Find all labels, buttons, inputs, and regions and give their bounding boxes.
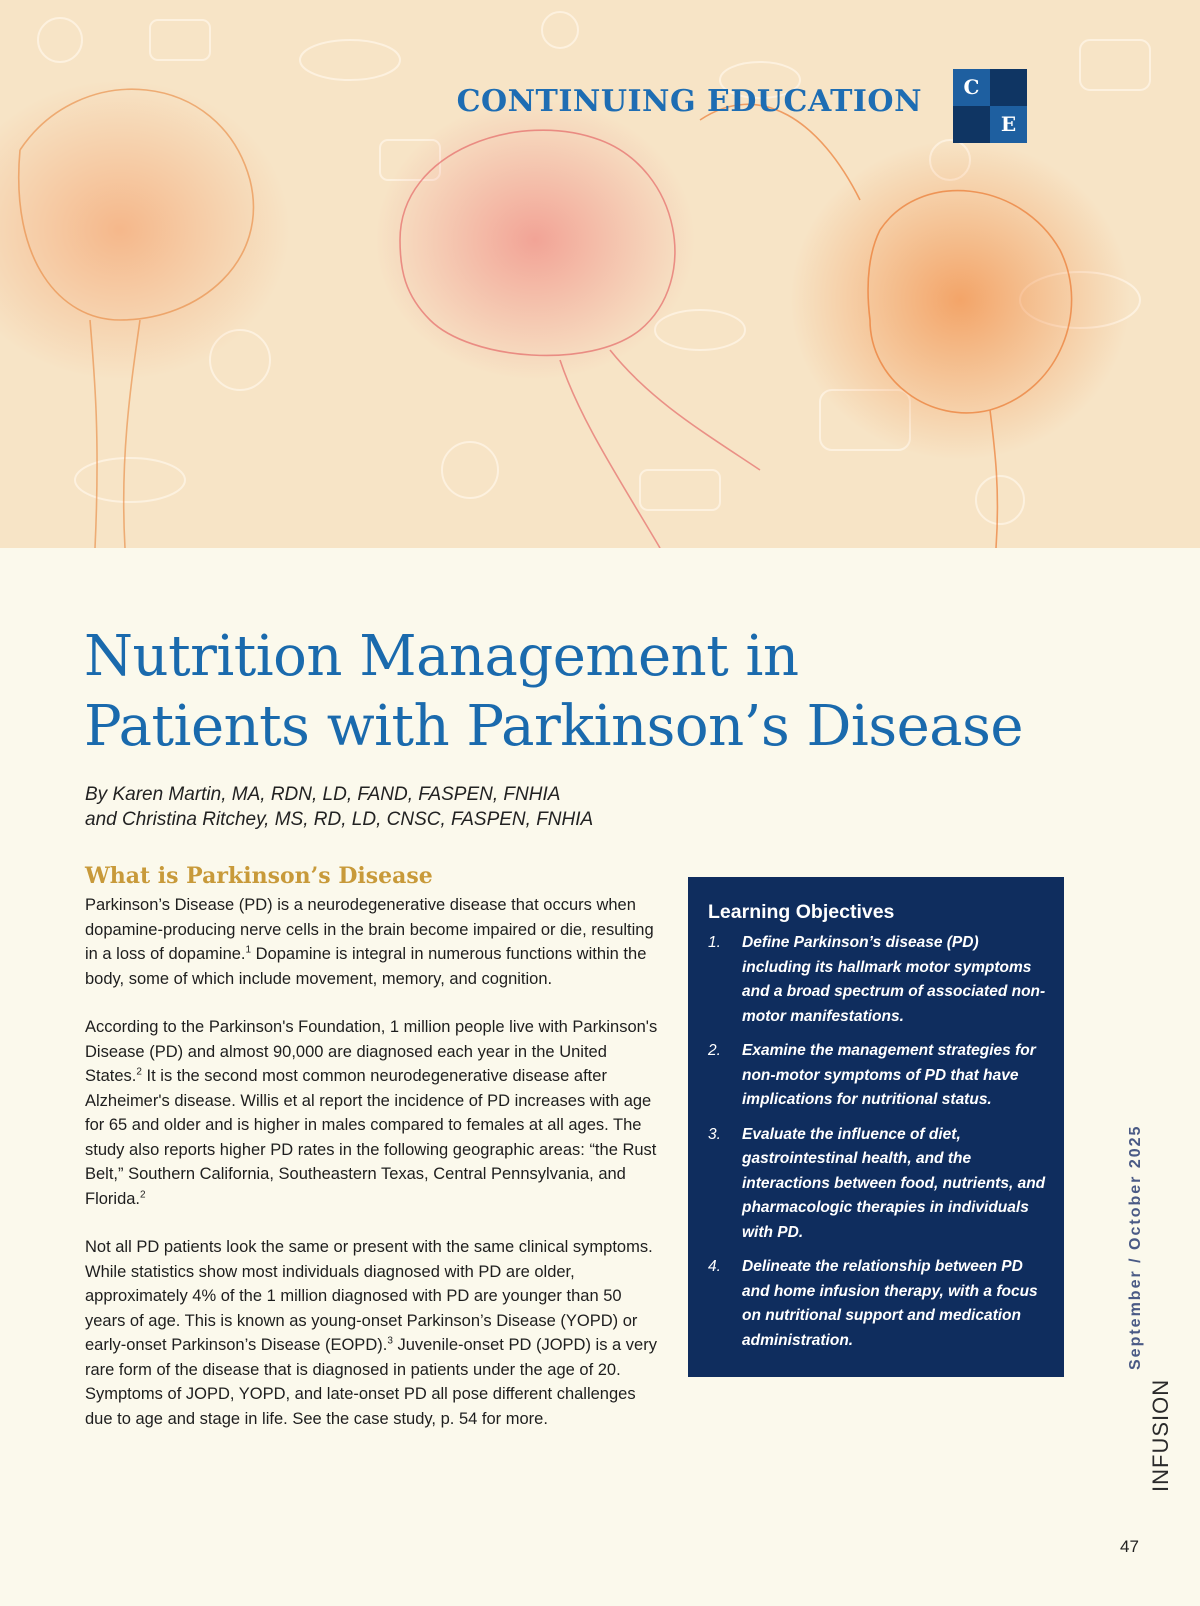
title-line-2: Patients with Parkinson’s Disease	[84, 694, 1023, 759]
citation-3: 3	[387, 1335, 393, 1347]
paragraph-3: Not all PD patients look the same or present with the same clinical symptoms. While statistics show most individuals diagnosed with PD are older, approximately 4% of the 1 million diagnosed with PD are younger than 50 years of age. This is known as young-onset Parkinson’s Disease (YOPD) or early-onset Parkinson’s Disease (EOPD).$^3$ Juvenile-onset PD (JOPD) is a very rare form of the disease that is diagnosed in patients under the age of 20. Symptoms of JOPD, YOPD, and late-onset PD all pose different challenges due to age and stage in life. See the case study, p. 54 for more.	[85, 1238, 657, 1428]
paragraph-2: According to the Parkinson's Foundation, 1 million people live with Parkinson's Disease (PD) and almost 90,000 are diagnosed each year in the United States.$^2$ It is the second most common neurodegenerative disease after Alzheimer's disease. Willis et al report the incidence of PD increases with age for 65 and older and is higher in males compared to females at all ages. The study also reports higher PD rates in the following geographic areas: “the Rust Belt,” Southern California, Southeastern Texas, Central Pennsylvania, and Florida.$^2$	[85, 1018, 658, 1208]
article-body	[85, 861, 660, 1455]
objective-text: Evaluate the influence of diet, gastrointestinal health, and the interactions between food, nutrients, and pharmacologic therapies in individuals with PD.	[742, 1125, 1046, 1241]
learning-objectives-title: Learning Objectives	[708, 901, 895, 923]
objective-text: Delineate the relationship between PD and home infusion therapy, with a focus on nutritional support and medication administration.	[742, 1258, 1038, 1349]
paragraph-1: Parkinson’s Disease (PD) is a neurodegenerative disease that occurs when dopamine-producing nerve cells in the brain become impaired or die, resulting in a loss of dopamine.$^1$ Dopamine is integral in numerous functions within the body, some of which include movement, memory, and cognition.	[85, 896, 654, 988]
page-number: 47	[1120, 1537, 1139, 1556]
ce-logo-letter-e: E	[1000, 112, 1017, 136]
magazine-name: INFUSION	[1148, 1378, 1173, 1492]
citation-2a: 2	[136, 1066, 142, 1078]
section-heading: What is Parkinson’s Disease	[85, 863, 433, 889]
objective-text: Define Parkinson’s disease (PD) including its hallmark motor symptoms and a broad spectrum of associated non-motor manifestations.	[742, 934, 1046, 1025]
byline-line-1: By Karen Martin, MA, RDN, LD, FAND, FASPEN, FNHIA	[85, 784, 561, 805]
objective-item	[708, 1039, 1046, 1113]
objective-item	[708, 1255, 1046, 1353]
issue-date: September / October 2025	[1127, 1124, 1144, 1370]
hero-illustration	[0, 0, 1200, 548]
ce-logo	[953, 69, 1027, 143]
citation-2b: 2	[140, 1189, 146, 1200]
objective-number: 3.	[708, 1125, 721, 1143]
byline-line-2: and Christina Ritchey, MS, RD, LD, CNSC, FASPEN, FNHIA	[85, 809, 594, 830]
objective-text: Examine the management strategies for non-motor symptoms of PD that have implications for nutritional status.	[742, 1042, 1036, 1108]
title-line-1: Nutrition Management in	[84, 624, 799, 689]
objective-number: 1.	[708, 934, 721, 951]
section-label: CONTINUING EDUCATION	[456, 84, 922, 119]
objective-number: 2.	[708, 1042, 721, 1059]
article-title	[84, 622, 1104, 762]
ce-logo-letter-c: C	[963, 75, 980, 99]
objective-item	[708, 1123, 1046, 1246]
objective-item	[708, 931, 1046, 1029]
citation-1: 1	[245, 944, 252, 956]
learning-objectives-box	[688, 877, 1064, 1377]
byline	[85, 782, 785, 832]
objective-number: 4.	[708, 1258, 721, 1275]
